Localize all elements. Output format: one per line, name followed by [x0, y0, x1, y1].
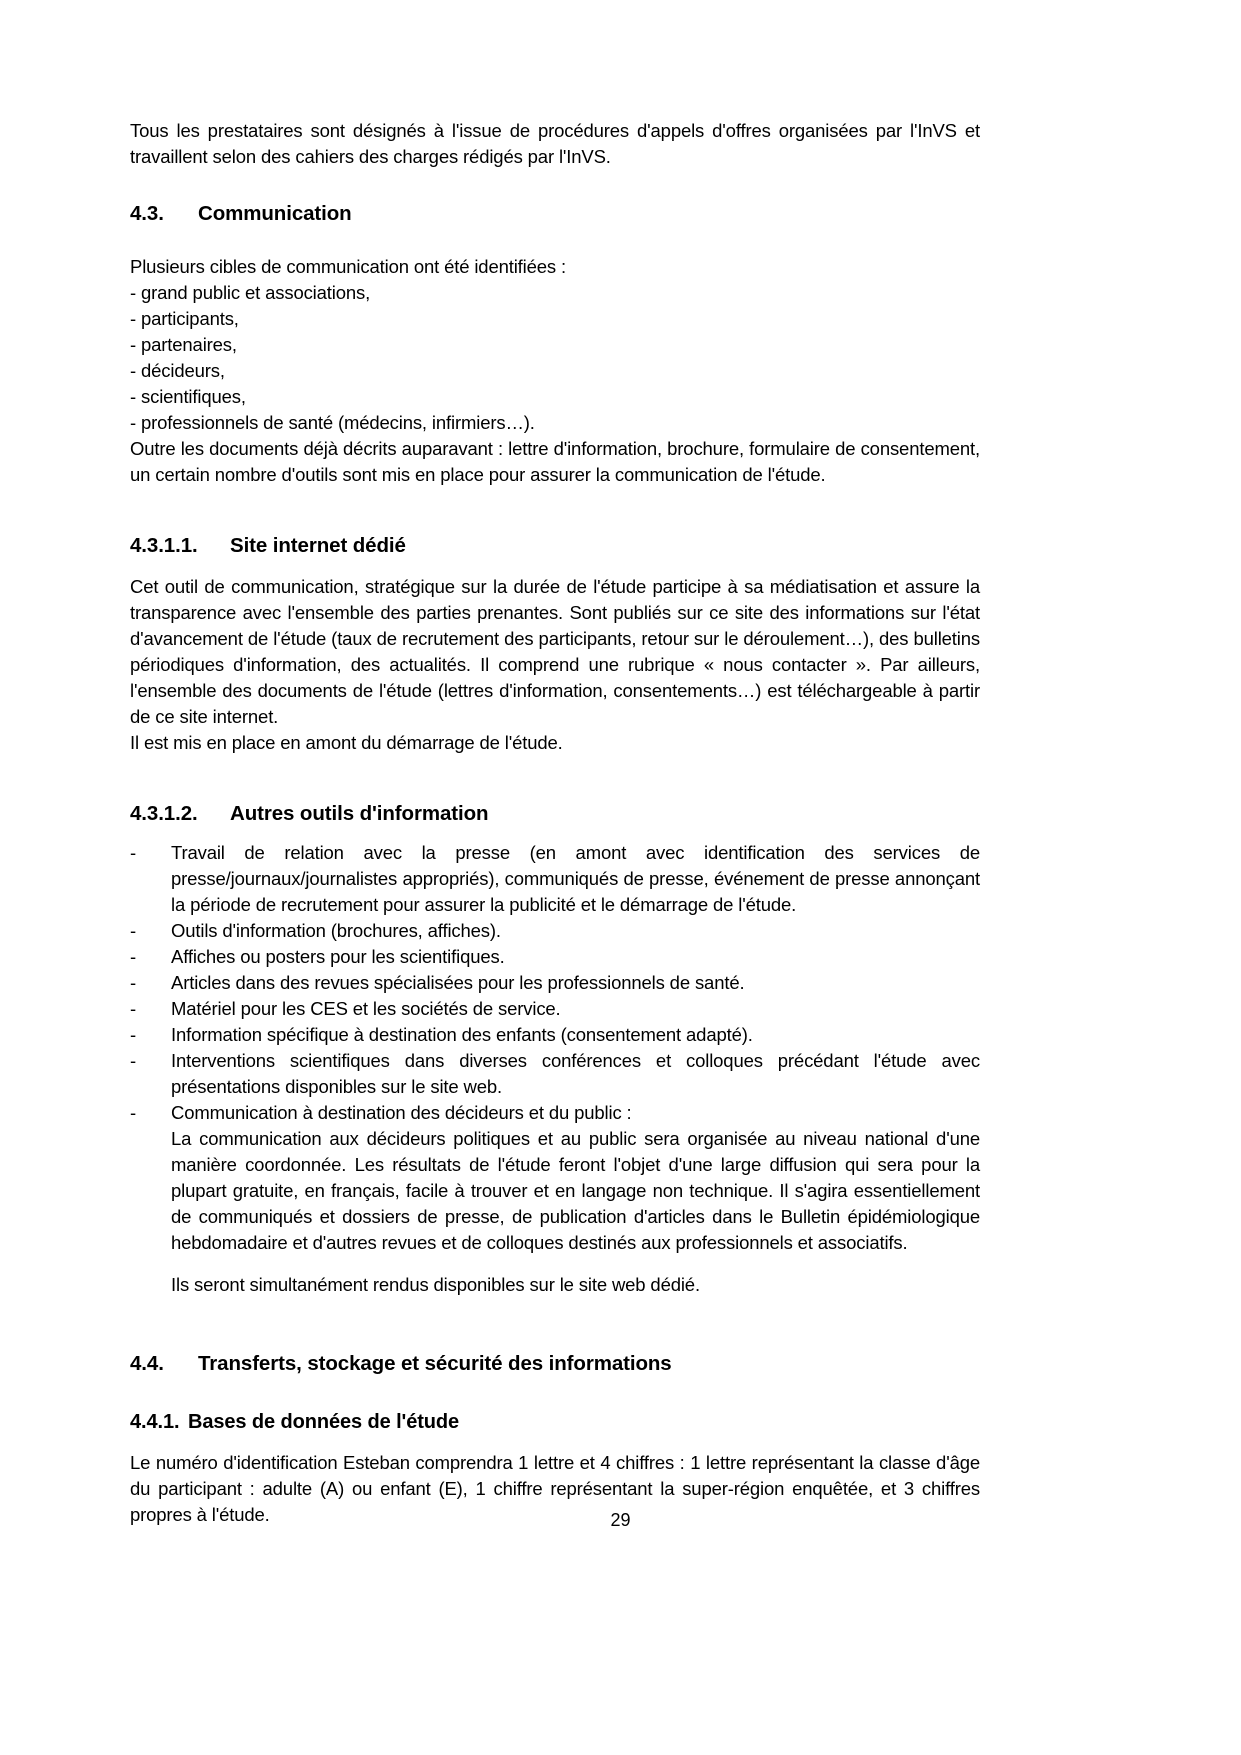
- heading-4-4-1-number: 4.4.1.: [130, 1411, 180, 1433]
- list-item: [130, 1022, 980, 1048]
- dash-bullet-icon: -: [130, 972, 137, 993]
- heading-4-4-title: Transferts, stockage et sécurité des informations: [198, 1352, 672, 1375]
- list-item: [130, 1048, 980, 1100]
- page-number: 29: [610, 1510, 631, 1530]
- list-item-detail-text: La communication aux décideurs politiques et au public sera organisée au niveau national d'une manière coordonnée. Les résultats de l'étude feront l'objet d'une large diffusion qui sera pour la plupart gratuite, en français, facile à trouver et en langage non technique. Il s'agira essentiellement de communiqués et dossiers de presse, de publication d'articles dans le Bulletin épidémiologique hebdomadaire et d'autres revues et de colloques destinés aux professionnels et associatifs.: [171, 1128, 980, 1253]
- spacer: [130, 1378, 980, 1408]
- spacer: [130, 756, 980, 800]
- list-item-closing-text: Ils seront simultanément rendus disponibles sur le site web dédié.: [171, 1274, 700, 1295]
- autres-outils-list: [130, 840, 980, 1298]
- dash-bullet-icon: -: [130, 946, 137, 967]
- spacer: [130, 1256, 980, 1272]
- spacer: [130, 1298, 980, 1350]
- heading-4-3-title: Communication: [198, 202, 352, 225]
- list-item: [130, 918, 980, 944]
- list-item: [130, 996, 980, 1022]
- site-internet-paragraph: Cet outil de communication, stratégique sur la durée de l'étude participe à sa médiatisation et assure la transparence avec l'ensemble des parties prenantes. Sont publiés sur ce site des informations sur l'état d'avancement de l'étude (taux de recrutement des participants, retour sur le déroulement…), des bulletins périodiques d'information, des actualités. Il comprend une rubrique « nous contacter ». Par ailleurs, l'ensemble des documents de l'étude (lettres d'information, consentements…) est téléchargeable à partir de ce site internet.: [130, 576, 980, 727]
- heading-4-4-1-title: Bases de données de l'étude: [188, 1411, 460, 1433]
- heading-4-3-1-2-number: 4.3.1.2.: [130, 802, 198, 825]
- communication-closing: Outre les documents déjà décrits auparavant : lettre d'information, brochure, formulaire de consentement, un certain nombre d'outils sont mis en place pour assurer la communication de l'étude.: [130, 438, 980, 485]
- dash-bullet-icon: -: [130, 1050, 137, 1071]
- list-item-text: Articles dans des revues spécialisées pour les professionnels de santé.: [171, 972, 745, 993]
- spacer: [130, 828, 980, 840]
- heading-4-4-1: [130, 1408, 980, 1436]
- heading-4-3: [130, 200, 980, 228]
- target-item: - professionnels de santé (médecins, infirmiers…).: [130, 412, 535, 433]
- intro-paragraph: Tous les prestataires sont désignés à l'issue de procédures d'appels d'offres organisées par l'InVS et travaillent selon des cahiers des charges rédigés par l'InVS.: [130, 120, 980, 167]
- spacer: [130, 560, 980, 574]
- target-item: - scientifiques,: [130, 386, 246, 407]
- spacer: [130, 488, 980, 532]
- heading-4-3-1-2-title: Autres outils d'information: [230, 802, 489, 825]
- heading-4-3-number: 4.3.: [130, 202, 164, 225]
- heading-4-4-number: 4.4.: [130, 1352, 164, 1375]
- heading-4-3-1-2: [130, 800, 980, 828]
- target-item: - partenaires,: [130, 334, 237, 355]
- communication-lead: Plusieurs cibles de communication ont été identifiées :: [130, 256, 566, 277]
- dash-bullet-icon: -: [130, 998, 137, 1019]
- site-internet-paragraph-2: Il est mis en place en amont du démarrage de l'étude.: [130, 732, 563, 753]
- list-item-text: Affiches ou posters pour les scientifiques.: [171, 946, 505, 967]
- spacer: [130, 1436, 980, 1450]
- list-item: [130, 840, 980, 918]
- heading-4-3-1-1-title: Site internet dédié: [230, 534, 406, 557]
- list-item-text: Information spécifique à destination des enfants (consentement adapté).: [171, 1024, 753, 1045]
- heading-4-4: [130, 1350, 980, 1378]
- list-item: [130, 970, 980, 996]
- target-item: - participants,: [130, 308, 239, 329]
- list-item-text: Travail de relation avec la presse (en amont avec identification des services de presse/journaux/journalistes appropriés), communiqués de presse, événement de presse annonçant la période de recrutement pour assurer la publicité et le démarrage de l'étude.: [171, 842, 980, 915]
- page-content: [130, 118, 980, 1528]
- list-item-text: Outils d'information (brochures, affiches).: [171, 920, 501, 941]
- list-item: [130, 1100, 980, 1126]
- list-item-text: Interventions scientifiques dans diverses conférences et colloques précédant l'étude avec présentations disponibles sur le site web.: [171, 1050, 980, 1097]
- heading-4-3-1-1-number: 4.3.1.1.: [130, 534, 198, 557]
- list-item-text: Matériel pour les CES et les sociétés de service.: [171, 998, 561, 1019]
- dash-bullet-icon: -: [130, 1102, 137, 1123]
- list-item-text: Communication à destination des décideurs et du public :: [171, 1102, 632, 1123]
- bases-de-donnees-paragraph: Le numéro d'identification Esteban comprendra 1 lettre et 4 chiffres : 1 lettre représentant la classe d'âge du participant : adulte (A) ou enfant (E), 1 chiffre représentant la super-région enquêtée, et 3 chiffres propres à l'étude.: [130, 1452, 980, 1525]
- dash-bullet-icon: -: [130, 1024, 137, 1045]
- target-item: - décideurs,: [130, 360, 225, 381]
- communication-targets: [130, 280, 980, 436]
- list-item-detail: [130, 1126, 980, 1256]
- target-item: - grand public et associations,: [130, 282, 371, 303]
- dash-bullet-icon: -: [130, 842, 137, 863]
- list-item-closing: [130, 1272, 980, 1298]
- spacer: [130, 170, 980, 200]
- heading-4-3-1-1: [130, 532, 980, 560]
- dash-bullet-icon: -: [130, 920, 137, 941]
- spacer: [130, 228, 980, 254]
- list-item: [130, 944, 980, 970]
